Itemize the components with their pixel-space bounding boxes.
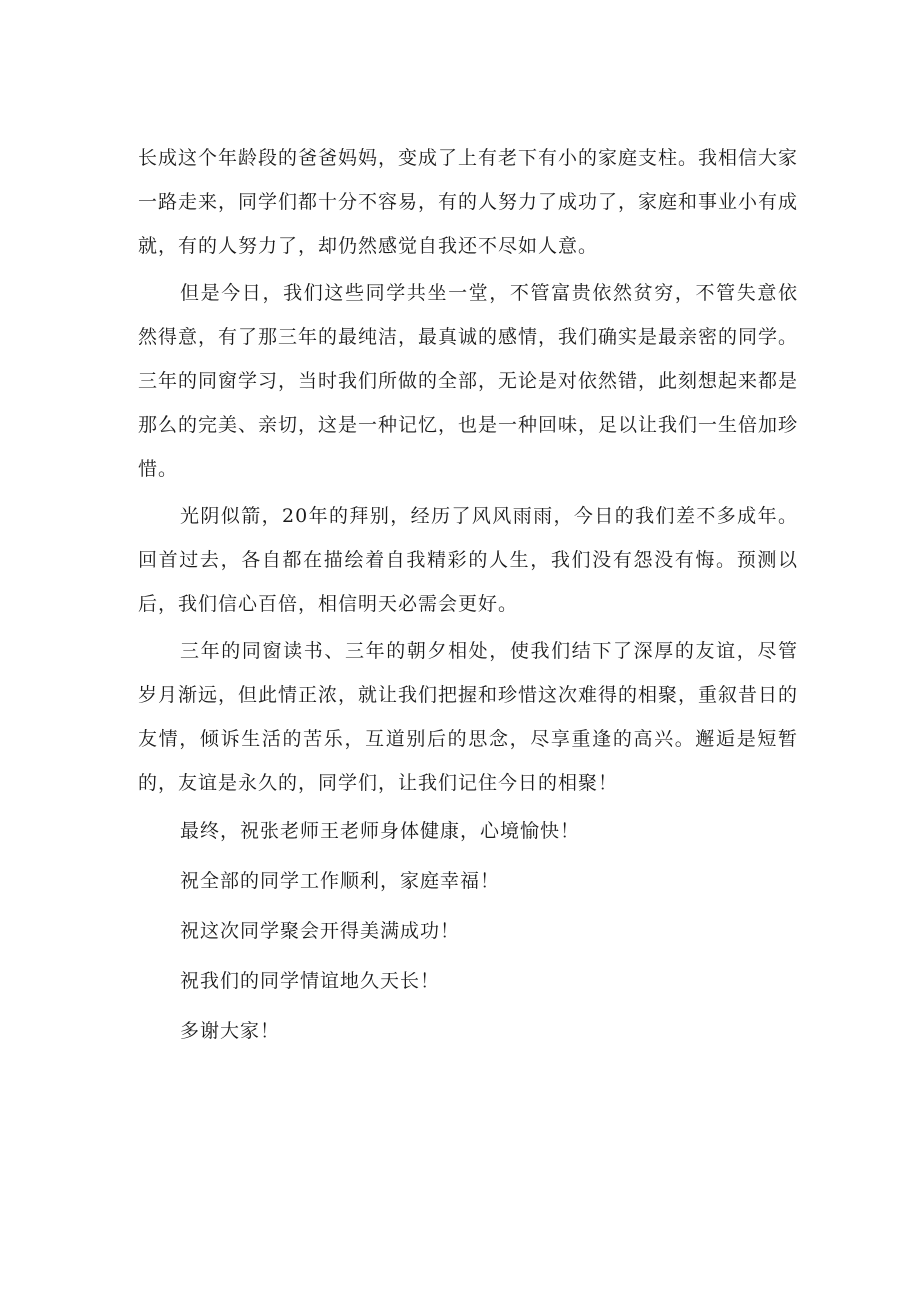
- paragraph-3: 光阴似箭，20年的拜别，经历了风风雨雨，今日的我们差不多成年。回首过去，各自都在描绘着自我精彩的人生，我们没有怨没有悔。预测以后，我们信心百倍，相信明天必需会更好。: [138, 505, 798, 615]
- paragraph-2: 但是今日，我们这些同学共坐一堂，不管富贵依然贫穷，不管失意依然得意，有了那三年的最纯洁，最真诚的感情，我们确实是最亲密的同学。三年的同窗学习，当时我们所做的全部，无论是对依然错，此刻想起来都是那么的完美、亲切，这是一种记忆，也是一种回味，足以让我们一生倍加珍惜。: [138, 282, 799, 480]
- closing-line-4: 祝我们的同学情谊地久天长！: [180, 970, 441, 992]
- closing-line-1: 最终，祝张老师王老师身体健康，心境愉快！: [180, 820, 581, 842]
- closing-line-3: 祝这次同学聚会开得美满成功！: [180, 920, 461, 942]
- document-body: [138, 136, 798, 1058]
- paragraph-1: 长成这个年龄段的爸爸妈妈，变成了上有老下有小的家庭支柱。我相信大家一路走来，同学们都十分不容易，有的人努力了成功了，家庭和事业小有成就，有的人努力了，却仍然感觉自我还不尽如人意。: [138, 147, 799, 257]
- closing-line-2: 祝全部的同学工作顺利，家庭幸福！: [180, 870, 501, 892]
- closing-line-5: 多谢大家！: [180, 1020, 281, 1042]
- paragraph-4: 三年的同窗读书、三年的朝夕相处，使我们结下了深厚的友谊，尽管岁月渐远，但此情正浓，就让我们把握和珍惜这次难得的相聚，重叙昔日的友情，倾诉生活的苦乐，互道别后的思念，尽享重逢的高兴。邂逅是短暂的，友谊是永久的，同学们，让我们记住今日的相聚！: [138, 640, 799, 794]
